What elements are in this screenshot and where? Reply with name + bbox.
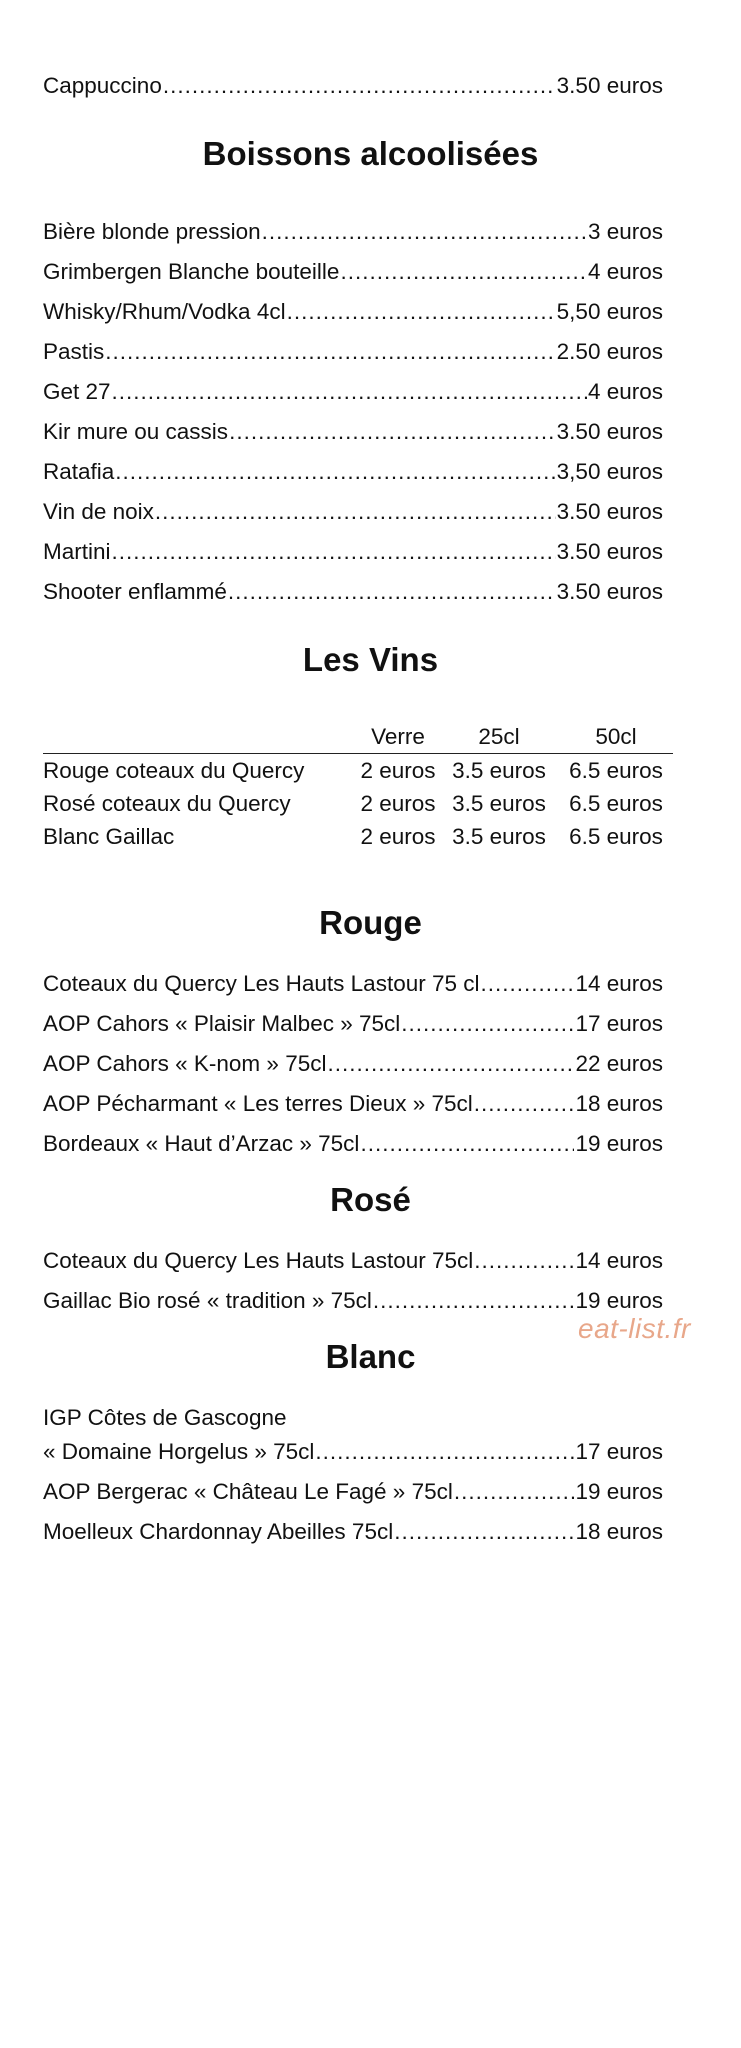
menu-item — [43, 1129, 663, 1159]
item-price: 3.50 euros — [556, 499, 663, 524]
leader-dots — [112, 537, 556, 567]
wine-name: Blanc Gaillac — [43, 824, 175, 849]
price-verre: 2 euros — [360, 791, 436, 816]
leader-dots — [360, 1129, 574, 1159]
menu-item — [43, 337, 663, 367]
wine-table-header — [43, 722, 673, 752]
wine-table-row — [43, 789, 673, 819]
item-price: 19 euros — [575, 1288, 663, 1313]
menu-item — [43, 217, 663, 247]
leader-dots — [287, 297, 556, 327]
menu-item — [43, 377, 663, 407]
item-name: Kir mure ou cassis — [43, 419, 229, 444]
wine-name: Rouge coteaux du Quercy — [43, 758, 305, 783]
leader-dots — [315, 1437, 574, 1467]
item-name: Cappuccino — [43, 73, 162, 98]
item-name: Martini — [43, 539, 111, 564]
item-price: 19 euros — [575, 1131, 663, 1156]
leader-dots — [228, 577, 556, 607]
price-25cl: 3.5 euros — [452, 824, 546, 849]
leader-dots — [155, 497, 556, 527]
item-name: Get 27 — [43, 379, 111, 404]
item-name: AOP Cahors « Plaisir Malbec » 75cl — [43, 1011, 401, 1036]
column-header-25cl: 25cl — [478, 724, 520, 749]
item-price: 22 euros — [575, 1051, 663, 1076]
leader-dots — [262, 217, 587, 247]
leader-dots — [474, 1246, 574, 1276]
menu-item — [43, 297, 663, 327]
item-name: Vin de noix — [43, 499, 154, 524]
menu-item-cappuccino — [43, 71, 663, 101]
item-name: AOP Bergerac « Château Le Fagé » 75cl — [43, 1479, 453, 1504]
leader-dots — [229, 417, 556, 447]
item-name: Whisky/Rhum/Vodka 4cl — [43, 299, 286, 324]
item-price: 19 euros — [575, 1479, 663, 1504]
price-50cl: 6.5 euros — [569, 824, 663, 849]
leader-dots — [105, 337, 555, 367]
item-price: 17 euros — [575, 1011, 663, 1036]
leader-dots — [340, 257, 587, 287]
leader-dots — [327, 1049, 574, 1079]
section-title-blanc: Blanc — [325, 1338, 416, 1375]
item-name: AOP Cahors « K-nom » 75cl — [43, 1051, 327, 1076]
item-name: Coteaux du Quercy Les Hauts Lastour 75 cl — [43, 971, 480, 996]
item-name: Moelleux Chardonnay Abeilles 75cl — [43, 1519, 394, 1544]
menu-item-first-line — [43, 1403, 663, 1433]
menu-item — [43, 257, 663, 287]
menu-item — [43, 1517, 663, 1547]
item-price: 4 euros — [587, 379, 663, 404]
menu-item — [43, 1477, 663, 1507]
menu-item — [43, 1089, 663, 1119]
watermark: eat-list.fr — [578, 1313, 691, 1344]
item-price: 17 euros — [575, 1439, 663, 1464]
menu-item — [43, 497, 663, 527]
menu-item — [43, 1009, 663, 1039]
item-price: 3.50 euros — [556, 539, 663, 564]
item-name: Gaillac Bio rosé « tradition » 75cl — [43, 1288, 372, 1313]
price-25cl: 3.5 euros — [452, 758, 546, 783]
leader-dots — [373, 1286, 575, 1316]
leader-dots — [394, 1517, 574, 1547]
menu-item — [43, 537, 663, 567]
item-price: 3.50 euros — [556, 579, 663, 604]
item-name: Shooter enflammé — [43, 579, 227, 604]
leader-dots — [163, 71, 556, 101]
menu-item — [43, 1246, 663, 1276]
item-price: 14 euros — [575, 971, 663, 996]
item-price: 3.50 euros — [556, 419, 663, 444]
leader-dots — [115, 457, 555, 487]
leader-dots — [474, 1089, 575, 1119]
item-price: 3 euros — [587, 219, 663, 244]
item-price: 4 euros — [587, 259, 663, 284]
item-name: Pastis — [43, 339, 105, 364]
menu-item — [43, 457, 663, 487]
item-name: Ratafia — [43, 459, 115, 484]
item-name: Coteaux du Quercy Les Hauts Lastour 75cl — [43, 1248, 474, 1273]
price-25cl: 3.5 euros — [452, 791, 546, 816]
item-price: 18 euros — [575, 1091, 663, 1116]
menu-item — [43, 969, 663, 999]
column-header-verre: Verre — [371, 724, 425, 749]
price-50cl: 6.5 euros — [569, 791, 663, 816]
item-name: Grimbergen Blanche bouteille — [43, 259, 340, 284]
item-price: 2.50 euros — [556, 339, 663, 364]
item-name: Bordeaux « Haut d’Arzac » 75cl — [43, 1131, 360, 1156]
section-title-vins: Les Vins — [302, 641, 439, 678]
price-verre: 2 euros — [360, 758, 436, 783]
item-price: 3,50 euros — [556, 459, 663, 484]
leader-dots — [112, 377, 587, 407]
item-name: AOP Pécharmant « Les terres Dieux » 75cl — [43, 1091, 473, 1116]
leader-dots — [454, 1477, 575, 1507]
section-title-rouge: Rouge — [319, 904, 422, 941]
column-header-50cl: 50cl — [595, 724, 637, 749]
item-price: 18 euros — [575, 1519, 663, 1544]
item-price: 5,50 euros — [556, 299, 663, 324]
leader-dots — [401, 1009, 574, 1039]
wine-table-row — [43, 756, 673, 786]
menu-item — [43, 1049, 663, 1079]
wine-table-row — [43, 822, 673, 852]
item-price: 14 euros — [575, 1248, 663, 1273]
section-title-rose: Rosé — [330, 1181, 411, 1218]
price-verre: 2 euros — [360, 824, 436, 849]
price-50cl: 6.5 euros — [569, 758, 663, 783]
item-name: « Domaine Horgelus » 75cl — [43, 1439, 315, 1464]
leader-dots — [481, 969, 575, 999]
menu-item — [43, 417, 663, 447]
item-price: 3.50 euros — [556, 73, 663, 98]
menu-item — [43, 1286, 663, 1316]
wine-name: Rosé coteaux du Quercy — [43, 791, 291, 816]
item-name: IGP Côtes de Gascogne — [43, 1405, 287, 1430]
menu-item — [43, 577, 663, 607]
item-name: Bière blonde pression — [43, 219, 261, 244]
table-divider — [43, 753, 673, 754]
section-title-alcool: Boissons alcoolisées — [202, 135, 539, 172]
menu-item — [43, 1437, 663, 1467]
